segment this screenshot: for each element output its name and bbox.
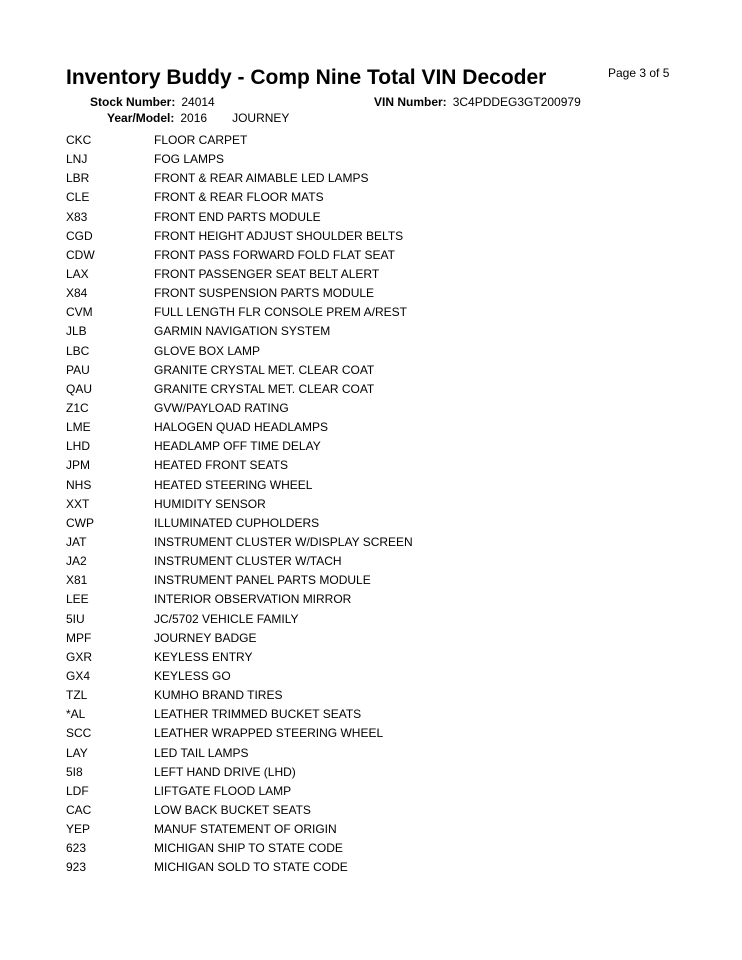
option-code-row (66, 342, 686, 361)
option-description: FRONT & REAR FLOOR MATS (154, 190, 324, 205)
option-code-row (66, 208, 686, 227)
option-code: 5IU (66, 611, 85, 626)
option-description: INTERIOR OBSERVATION MIRROR (154, 592, 352, 607)
option-code: LDF (66, 783, 89, 798)
vin-number-field (374, 95, 581, 109)
option-description: FRONT & REAR AIMABLE LED LAMPS (154, 171, 369, 186)
option-description: FLOOR CARPET (154, 133, 248, 147)
option-code: MPF (66, 630, 92, 645)
option-code: 5I8 (66, 764, 83, 779)
option-description: HEATED FRONT SEATS (154, 458, 289, 473)
option-code: JPM (66, 458, 90, 473)
option-code: 623 (66, 841, 87, 856)
option-code: LME (66, 420, 91, 435)
option-code-row (66, 667, 686, 686)
option-description: LEATHER TRIMMED BUCKET SEATS (154, 707, 362, 722)
option-code-row (66, 322, 686, 341)
option-code-row (66, 552, 686, 571)
vin-number-label: VIN Number: (374, 95, 447, 109)
option-code-row (66, 418, 686, 437)
option-code-row (66, 284, 686, 303)
option-code: GXR (66, 649, 93, 664)
option-code-row (66, 169, 686, 188)
option-code: XXT (66, 496, 90, 511)
option-code-row (66, 437, 686, 456)
option-code: X84 (66, 286, 88, 301)
option-code-row (66, 571, 686, 590)
option-code-list (66, 131, 686, 877)
option-code-row (66, 246, 686, 265)
option-description: FRONT PASSENGER SEAT BELT ALERT (154, 266, 380, 281)
option-description: JC/5702 VEHICLE FAMILY (154, 611, 299, 626)
option-description: JOURNEY BADGE (154, 630, 257, 645)
option-code-row (66, 590, 686, 609)
year-value: 2016 (180, 111, 208, 125)
option-code-row (66, 610, 686, 629)
stock-number-field (90, 95, 215, 109)
option-description: FULL LENGTH FLR CONSOLE PREM A/REST (154, 305, 407, 320)
option-code-row (66, 399, 686, 418)
option-code: LAX (66, 266, 89, 281)
option-description: LEATHER WRAPPED STEERING WHEEL (154, 726, 384, 741)
option-code-row (66, 705, 686, 724)
option-code: LHD (66, 439, 91, 454)
option-code: CAC (66, 802, 92, 817)
option-description: HALOGEN QUAD HEADLAMPS (154, 420, 329, 435)
document-title: Inventory Buddy - Comp Nine Total VIN Decoder (66, 66, 547, 89)
option-code: JLB (66, 324, 87, 339)
option-code-row (66, 629, 686, 648)
option-code-row (66, 858, 686, 877)
option-description: MICHIGAN SHIP TO STATE CODE (154, 841, 343, 856)
vin-number-value: 3C4PDDEG3GT200979 (452, 95, 581, 109)
option-code-row (66, 648, 686, 667)
option-description: FOG LAMPS (154, 152, 225, 167)
option-code: YEP (66, 822, 91, 837)
option-description: FRONT HEIGHT ADJUST SHOULDER BELTS (154, 228, 404, 243)
option-code: Z1C (66, 400, 89, 415)
option-code: JAT (66, 534, 87, 549)
option-code: CVM (66, 305, 93, 320)
option-code-row (66, 533, 686, 552)
option-code: CDW (66, 247, 95, 262)
option-code-row (66, 801, 686, 820)
option-description: FRONT SUSPENSION PARTS MODULE (154, 286, 375, 301)
option-code-row (66, 476, 686, 495)
option-code-row (66, 686, 686, 705)
option-description: ILLUMINATED CUPHOLDERS (154, 515, 320, 530)
option-code: LBC (66, 343, 90, 358)
option-description: INSTRUMENT CLUSTER W/TACH (154, 554, 342, 569)
stock-number-label: Stock Number: (90, 95, 176, 109)
year-model-field (107, 111, 289, 125)
option-code-row (66, 303, 686, 322)
option-description: FRONT END PARTS MODULE (154, 209, 321, 224)
option-code: CWP (66, 515, 94, 530)
option-description: GRANITE CRYSTAL MET. CLEAR COAT (154, 362, 375, 377)
option-code-row (66, 763, 686, 782)
option-description: GARMIN NAVIGATION SYSTEM (154, 324, 331, 339)
option-code: LEE (66, 592, 89, 607)
option-code: LNJ (66, 152, 88, 167)
option-code-row (66, 188, 686, 207)
option-code: GX4 (66, 668, 91, 683)
option-code-row (66, 265, 686, 284)
option-code-row (66, 744, 686, 763)
model-value: JOURNEY (232, 111, 290, 125)
option-description: MANUF STATEMENT OF ORIGIN (154, 822, 337, 837)
option-description: GLOVE BOX LAMP (154, 343, 261, 358)
option-description: HEADLAMP OFF TIME DELAY (154, 439, 321, 454)
option-code: TZL (66, 688, 88, 703)
option-description: LIFTGATE FLOOD LAMP (154, 783, 292, 798)
option-code-row (66, 782, 686, 801)
option-code: CKC (66, 133, 92, 147)
option-code-row (66, 227, 686, 246)
option-code: NHS (66, 477, 92, 492)
option-description: LOW BACK BUCKET SEATS (154, 802, 311, 817)
option-code-row (66, 495, 686, 514)
stock-number-value: 24014 (181, 95, 215, 109)
option-code-row (66, 724, 686, 743)
option-code: X81 (66, 573, 88, 588)
option-code-row (66, 131, 686, 150)
option-description: LEFT HAND DRIVE (LHD) (154, 764, 296, 779)
page-number: Page 3 of 5 (608, 66, 670, 80)
option-description: INSTRUMENT PANEL PARTS MODULE (154, 573, 371, 588)
option-code-row (66, 456, 686, 475)
option-description: KUMHO BRAND TIRES (154, 688, 283, 703)
option-code: *AL (66, 707, 86, 722)
option-code-row (66, 839, 686, 858)
option-code: LAY (66, 745, 88, 760)
option-code-row (66, 380, 686, 399)
option-description: GVW/PAYLOAD RATING (154, 400, 289, 415)
option-code: LBR (66, 171, 90, 186)
option-code-row (66, 514, 686, 533)
option-description: MICHIGAN SOLD TO STATE CODE (154, 860, 348, 875)
option-description: INSTRUMENT CLUSTER W/DISPLAY SCREEN (154, 534, 413, 549)
option-description: LED TAIL LAMPS (154, 745, 249, 760)
option-code: SCC (66, 726, 92, 741)
option-description: GRANITE CRYSTAL MET. CLEAR COAT (154, 381, 375, 396)
option-code: JA2 (66, 554, 87, 569)
option-description: HEATED STEERING WHEEL (154, 477, 313, 492)
option-code: CLE (66, 190, 90, 205)
option-description: FRONT PASS FORWARD FOLD FLAT SEAT (154, 247, 395, 262)
option-code: 923 (66, 860, 87, 875)
option-code: CGD (66, 228, 93, 243)
option-code-row (66, 361, 686, 380)
option-code: PAU (66, 362, 90, 377)
option-description: KEYLESS ENTRY (154, 649, 253, 664)
option-description: KEYLESS GO (154, 668, 231, 683)
year-model-label: Year/Model: (107, 111, 175, 125)
option-description: HUMIDITY SENSOR (154, 496, 266, 511)
option-code-row (66, 820, 686, 839)
option-code-row (66, 150, 686, 169)
option-code: X83 (66, 209, 88, 224)
option-code: QAU (66, 381, 93, 396)
